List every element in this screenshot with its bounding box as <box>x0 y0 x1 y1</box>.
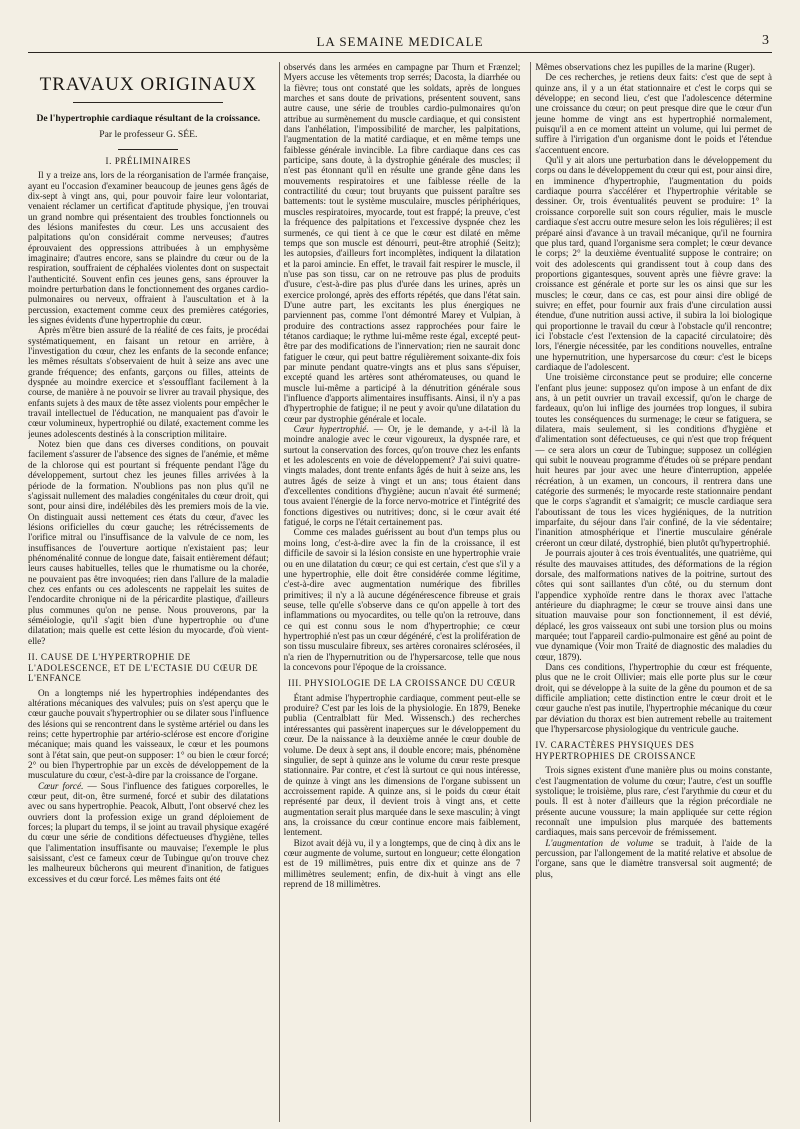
paragraph: De ces recherches, je retiens deux faits: c'est que de sept à quinze ans, il y a un état stationnaire et c'est le corps qui se développe; en second lieu, c'est que l'adolescence détermine une croissance du cœur; on peut presque dire que le cœur d'un jeune homme de vingt ans est hypertrophié normalement, puisqu'il a en ce moment atteint un volume, qui lui permet de suffire à l'irrigation d'un organisme dont le poids et l'étendue s'accentuent encore. <box>535 72 772 155</box>
paragraph: Notez bien que dans ces diverses conditions, on pouvait facilement s'assurer de l'absence des signes de l'anémie, et même de la chlorose qui est pourtant si fréquente pendant l'âge du développement, surtout chez les jeunes filles arrivées à la période de la formation. N'oublions pas non plus qu'il ne s'agissait nullement des maladies congénitales du cœur droit, qui sont, pour ainsi dire, indélébiles dès les premiers mois de la vie. On distinguait aussi nettement ces états du cœur, d'avec les lésions orificielles du cœur gauche; les rétrécissements de l'orifice mitral ou l'insuffisance de la valvule de ce nom, les insuffisances de l'ouverture aortique n'existaient pas; leur phénoménalité connue de longue date, faisait entièrement défaut; leurs causes habituelles, telles que le rhumatisme ou la chorée, ne pouvaient pas être invoquées; rien dans l'allure de la maladie chez ces enfants ou ces adolescents ne rappelait les suites de l'endocardite chronique ni de la péricardite plastique, d'ailleurs plus communes qu'on ne pense. Nous prouverons, par la séméiologie, qu'il s'agit bien d'une hypertrophie ou d'une dilatation; mais quelle est cette lésion du myocarde, d'où vient-elle? <box>28 439 269 646</box>
paragraph: Étant admise l'hypertrophie cardiaque, comment peut-elle se produire? C'est par les lois de la physiologie. En 1879, Beneke publia (Centralblatt für Med. Wissensch.) des recherches intéressantes qui passèrent inaperçues sur le développement du cœur. De la naissance à la deuxième année le cœur double de volume. De deux à sept ans, il double encore; mais, phénomène singulier, de sept à quinze ans le volume du cœur reste presque stationnaire. Par contre, et c'est là surtout ce qui nous intéresse, de quinze à vingt ans les dimensions de l'organe subissent un accroissement rapide. A quinze ans, si le poids du cœur était représenté par deux, il devient trois à vingt ans, et cette augmentation serait plus marquée dans le sexe masculin; à vingt ans, la croissance du cœur continue encore mais faiblement, lentement. <box>283 692 521 838</box>
paragraph: Bizot avait déjà vu, il y a longtemps, que de cinq à dix ans le cœur augmente de volume, surtout en longueur; cette élongation est de 19 millimètres, puis entre dix et quinze ans de 7 millimètres seulement; enfin, de dix-huit à vingt ans elle reprend de 18 millimètres. <box>283 837 521 889</box>
paragraph: Comme ces malades guérissent au bout d'un temps plus ou moins long, c'est-à-dire avec la fin de la croissance, il est difficile de savoir si la lésion consiste en une hypertrophie vraie ou en une dilatation du cœur; ce qui est certain, c'est que s'il y a une hypertrophie, elle doit être considérée comme légitime, c'est-à-dire avec augmentation numérique des fibrilles primitives; il n'y a là aucune dégénérescence fibreuse et grais seuse, telle qu'elle s'observe dans ce qu'on appelle à tort des inflammations ou myocardites, ou telle qu'on la retrouve, dans ce qui est connu sous le nom d'hypertrophie; ce cœur hypertrophié n'est pas un cœur dégénéré, c'est la prolifération de son tissu musculaire fibreux, ses artères coronaires sclérosées, il n'a rien de l'hypernutrition ou de l'hypersarcose, telle que nous la concevons pour l'époque de la croissance. <box>283 527 521 672</box>
paragraph: Mêmes observations chez les pupilles de la marine (Ruger). <box>535 62 755 72</box>
journal-title: LA SEMAINE MEDICALE <box>316 34 484 49</box>
paragraph: Dans ces conditions, l'hypertrophie du cœur est fréquente, plus que ne le croit Ollivier; mais elle porte plus sur le cœur droit, qui se développe à la suite de la gêne du poumon et de sa difficile ampliation; cette distinction entre le cœur droit et le cœur gauche n'est pas inutile, l'hypertrophie mécanique du cœur par déviation du thorax est bien autrement rebelle au traitement que l'hypersarcose physiologique du ventricule gauche. <box>535 661 772 734</box>
paragraph <box>535 838 772 879</box>
paragraph <box>284 424 521 527</box>
column-1 <box>28 62 269 1122</box>
paragraph: observés dans les armées en campagne par Thurn et Frænzel; Myers accuse les vêtements trop serrés; Dacosta, la diarrhée ou la fièvre; tous ont constaté que les soldats, après de longues marches et sans doute de privations, présentent souvent, sans autre cause, une série de troubles cardio-pulmonaires qu'on attribue au surmènement du muscle cardiaque, et qui consistent dans l'anhélation, l'impossibilité de marcher, les palpitations, l'augmentation de la matité cardiaque, et en même temps une faiblesse générale invincible. La fibre cardiaque dans ces cas participe, sans doute, à la dystrophie générale des muscles; il n'est pas étonnant qu'il en résulte une grande gêne dans les mouvements respiratoires et une faiblesse réelle de la contractilité du cœur; tout bruyants que puissent paraître ses battements: tout le système musculaire, muscles périphériques, muscles respiratoires, myocarde, tout est frappé; la preuve, c'est la fréquence des palpitations et l'excessive dyspnée chez les surmenés, ce qui tient à ce que le cœur est dilaté en même temps que son muscle est dénourri, peut-être atrophié (Seitz); les autopsies, d'ailleurs fort incomplètes, indiquent la dilatation et la paroi amincie. En effet, le travail fait respirer le muscle, il n'use pas son tissu, car on ne retrouve pas plus de produits d'usure, c'est-à-dire pas plus d'urée dans les urines, après un exercice prolongé, après des efforts répétés, que dans l'état sain. D'une autre part, les excitants les plus énergiques ne parviennent pas, comme l'ont démontré Marey et Vulpian, à produire des contractions assez rapprochées pour faire le tétanos cardiaque; le rythme lui-même reste égal, excepté peut-être par des modifications de l'innervation; rien ne saurait donc fatiguer le cœur, qui peut battre régulièrement soixante-dix fois par minute pendant quatre-vingts ans et plus sans s'épuiser, excepté quand les artères sont athéromateuses, ou quand le muscle lui-même a participé à la dénutrition générale sous l'influence d'apports alimentaires insuffisants. Ainsi, il n'y a pas d'hypertrophie de fatigue; il ne peut y avoir qu'une dilatation du cœur par dystrophie générale et locale. <box>283 62 521 424</box>
paragraph: Qu'il y ait alors une perturbation dans le développement du corps ou dans le développement du cœur qui est, pour ainsi dire, en imminence d'hypertrophie, l'augmentation du poids cardiaque pourra s'accélérer et l'hypertrophie véritable se dessiner. Or, trois éventualités peuvent se produire: 1° la croissance corporelle suit son cours régulier, mais le muscle cardiaque s'est accru outre mesure selon les lois régulières; il est préparé ainsi d'avance à un travail mécanique, qu'il ne fournira que plus tard, quand l'organisme sera complet; le cœur devance le corps; 2° la deuxième éventualité suppose le contraire; on voit des adolescents qui grandissent tout à coup dans des proportions gigantesques, souvent après une fièvre grave: la croissance est générale et porte sur les os ainsi que sur les muscles; le cœur, dans ce cas, est pour ainsi dire obligé de suivre; en effet, pour fournir aux frais d'une circulation aussi étendue, d'une nutrition aussi active, il subira la loi biologique qui proportionne le travail du cœur à l'obstacle qu'il rencontre; ici l'obstacle c'est l'extension de la capacité circulatoire; dès lors, l'énergie nécessitée, par les conditions nouvelles, entraîne une hypernutrition, une hypersarcose du cœur: c'est le biceps cardiaque de l'adolescent. <box>535 155 772 372</box>
section-title-rule <box>73 102 223 103</box>
paragraph: Trois signes existent d'une manière plus ou moins constante, c'est l'augmentation de volume du cœur; l'autre, c'est un souffle systolique; le troisième, plus rare, c'est l'arythmie du cœur et du pouls. Il est à noter d'ailleurs que la région précordiale ne présente aucune voussure; la main appliquée sur cette région reconnaît une impulsion plus marquée des battements cardiaques, mais sans percevoir de frémissement. <box>535 765 772 838</box>
paragraph: On a longtemps nié les hypertrophies indépendantes des altérations mécaniques des valvules; puis on s'est aperçu que le cœur gauche pouvait s'hypertrophier ou se dilater sous l'influence des lésions qui se rencontrent dans le système artériel ou dans les reins; cette hypertrophie par artério-sclérose est encore d'origine mécanique; mais quand les vaisseaux, le cœur et les poumons sont à l'état sain, que peut-on supposer: 1° ou bien le cœur forcé; 2° ou bien l'hypertrophie par un excès de développement de la musculature du cœur, c'est-à-dire par la croissance de l'organe. <box>28 687 269 781</box>
paragraph-body: — Or, je le demande, y a-t-il là la moindre analogie avec le cœur vigoureux, la dyspnée rare, et surtout la conservation des forces, qu'on trouve chez les enfants et les adolescents en voie de développement? J'ai suivi quatre-vingts malades, dont trente enfants âgés de huit à seize ans, les autres âgés de seize à vingt et un ans; tous étaient dans d'excellentes conditions d'hygiène; aucun n'avait été surmené; tous avaient l'énergie de la force nervo-motrice et l'intégrité des fonctions digestives ou nutritives; donc, si le cœur avait été fatigué, le corps ne l'était certainement pas. <box>283 424 521 528</box>
article-title: De l'hypertrophie cardiaque résultant de la croissance. <box>36 113 261 125</box>
paragraph-body: se traduit, à l'aide de la percussion, par l'allongement de la matité relative et absolue de l'organe, sans que le diamètre transversal soit augmenté; de plus, <box>535 837 772 879</box>
paragraph-lead: L'augmentation de volume <box>545 837 654 848</box>
page-number: 3 <box>762 33 770 48</box>
paragraph-lead: Cœur forcé. <box>38 780 84 791</box>
section-title: TRAVAUX ORIGINAUX <box>39 74 258 95</box>
divider <box>118 149 178 150</box>
paragraph-body: — Sous l'influence des fatigues corporelles, le cœur peut, dit-on, être surmené, forcé et subir des dilatations avec ou sans hypertrophie. Peacok, Albutt, l'ont observé chez les ouvriers dont la profession exige un grand déploiement de forces; la plupart du temps, il se joint au travail physique exagéré du cœur une série de conditions défectueuses d'hygiène, telles que l'alimentation insuffisante ou mauvaise; l'exemple le plus saisissant, c'est ce fameux cœur de Tubingue qu'on trouve chez les malheureux bûcherons qui meurent d'inanition, de fatigues excessives et du cœur forcé. Les mêmes faits ont été <box>28 780 269 884</box>
paragraph: Il y a treize ans, lors de la réorganisation de l'armée française, ayant eu l'occasion d'examiner beaucoup de jeunes gens âgés de dix-sept à vingt ans, qui, pour pouvoir faire leur volontariat, venaient réclamer un certificat d'aptitude physique, j'en trouvai un grand nombre qui présentaient des troubles fonctionnels ou des lésions manifestes du cœur. Les uns accusaient des palpitations qu'on considérait comme nerveuses; d'autres éprouvaient des oppressions attribuées à un emphysème imaginaire; d'autres encore, sans se plaindre du cœur ou de la respiration, souffraient de céphalées violentes dont on suspectait l'authenticité. Souvent enfin ces jeunes gens, sans éprouver la moindre perturbation dans le fonctionnement des organes cardio-pulmonaires ou nerveux, offraient à l'auscultation et à la percussion, exactement comme ceux des premières catégories, les signes évidents d'une hypertrophie du cœur. <box>28 170 269 325</box>
paragraph: Une troisième circonstance peut se produire; elle concerne l'enfant plus jeune: supposez qu'on impose à un enfant de dix ans, à un petit ouvrier un travail excessif, qu'on le charge de fardeaux, qu'on lui inflige des journées trop longues, il subira toutes les conséquences du surmenage; le cœur se fatiguera, se dilatera, mais seulement, si les conditions d'hygiène et d'alimentation sont défectueuses, ce qui n'est que trop fréquent — ce sera alors un cœur de Tubingue; supposez un collégien qui subit le nouveau programme d'études où se prépare pendant huit heures par jour avec une heure d'interruption, appelée récréation, à un examen, un concours, il rentrera dans une catégorie des surmenés; le myocarde reste stationnaire pendant que le corps s'agrandit et s'amaigrit; ce muscle cardiaque sera l'aboutissant de tous les vices hygiéniques, de la nutrition imparfaite, du séjour dans l'air confiné, de la vie sédentaire; l'inanition atmosphérique et l'inertie musculaire générale créeront un cœur dilaté, dystrophié, bien plutôt qu'hypertrophié. <box>535 372 772 548</box>
running-head <box>28 30 772 53</box>
byline: Par le professeur G. SÉE. <box>99 129 198 141</box>
column-3 <box>530 62 772 1122</box>
column-2 <box>279 62 521 1122</box>
heading-physiologie: III. PHYSIOLOGIE DE LA CROISSANCE DU CŒUR <box>288 678 516 689</box>
paragraph: Je pourrais ajouter à ces trois éventualités, une quatrième, qui résulte des mauvaises attitudes, des déformations de la région dorsale, des malformations natives de la poitrine, surtout des côtes qui sont saillantes d'un côté, ou du sternum dont l'appendice xyphoïde rentre dans le thorax avec l'attache antérieure du diaphragme; le cœur se trouve ainsi dans une situation mauvaise pour son fonctionnement, il est dévié, déplacé, les gros vaisseaux ont subi une torsion plus ou moins marquée; tout l'appareil cardio-pulmonaire est gêné au point de vue dynamique (Voir mon Traité de diagnostic des maladies du cœur, 1879). <box>535 548 772 662</box>
paragraph <box>28 781 269 884</box>
heading-caracteres: IV. CARACTÈRES PHYSIQUES DES HYPERTROPHIES DE CROISSANCE <box>535 740 697 761</box>
heading-preliminaires: I. PRÉLIMINAIRES <box>105 155 192 166</box>
heading-cause: II. CAUSE DE L'HYPERTROPHIE DE L'ADOLESCENCE, ET DE L'ECTASIE DU CŒUR DE L'ENFANCE <box>28 652 259 683</box>
paragraph-lead: Cœur hypertrophié. <box>293 424 369 435</box>
paragraph: Après m'être bien assuré de la réalité de ces faits, je procédai systématiquement, en faisant un retour en arrière, à l'investigation du cœur, chez les enfants de la seconde enfance; les mêmes résultats s'observaient de huit à seize ans avec une grande fréquence; des enfants, garçons ou filles, atteints de dyspnée au moindre exercice et s'essoufflant facilement à la course, de manière à ne pouvoir se livrer au travail physique, des enfants sujets à des maux de tête assez violents pour empêcher le travail intellectuel de l'éducation, ne manquaient pas d'avoir le cœur volumineux, hypertrophié ou dilaté, exactement comme les jeunes adolescents destinés à la conscription militaire. <box>28 325 269 439</box>
article-columns <box>28 62 772 1122</box>
